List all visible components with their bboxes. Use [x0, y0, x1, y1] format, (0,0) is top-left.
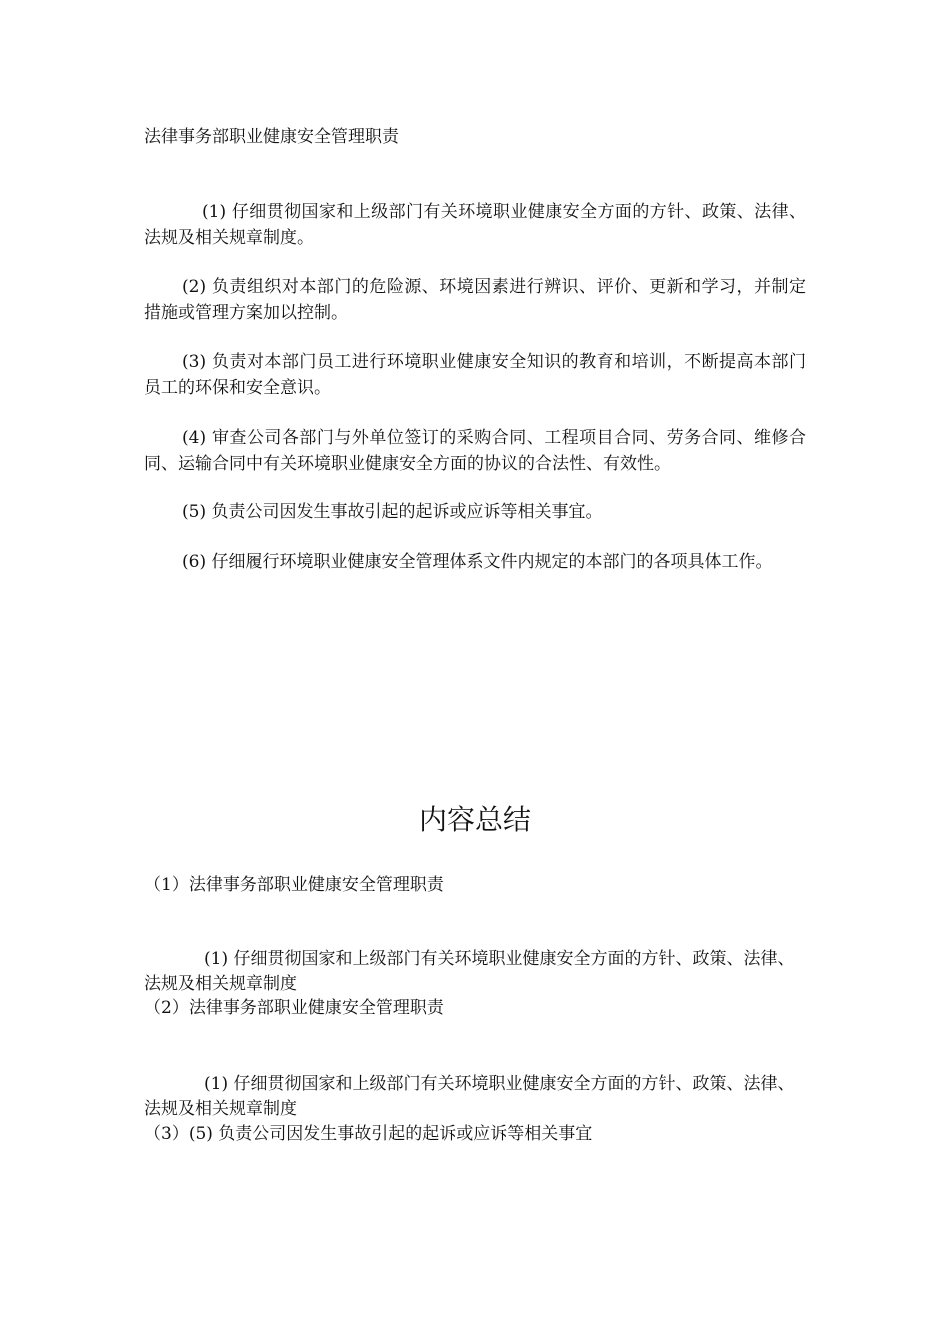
- duty-paragraph-4: (4) 审查公司各部门与外单位签订的采购合同、工程项目合同、劳务合同、维修合同、运输合同中有关环境职业健康安全方面的协议的合法性、有效性。: [144, 428, 806, 474]
- duty-paragraph-3: (3) 负责对本部门员工进行环境职业健康安全知识的教育和培训，不断提高本部门员工的环保和安全意识。: [144, 352, 806, 398]
- summary-item-1-label: （1）法律事务部职业健康安全管理职责: [144, 875, 444, 895]
- summary-item-2-detail: (1) 仔细贯彻国家和上级部门有关环境职业健康安全方面的方针、政策、法律、法规及相关规章制度: [144, 1074, 795, 1119]
- duty-paragraph-2: (2) 负责组织对本部门的危险源、环境因素进行辨识、评价、更新和学习，并制定措施或管理方案加以控制。: [144, 277, 806, 323]
- document-title: 法律事务部职业健康安全管理职责: [144, 127, 399, 147]
- summary-heading: 内容总结: [418, 803, 531, 836]
- duty-paragraph-6: (6) 仔细履行环境职业健康安全管理体系文件内规定的本部门的各项具体工作。: [182, 552, 773, 572]
- summary-item-1-detail: (1) 仔细贯彻国家和上级部门有关环境职业健康安全方面的方针、政策、法律、法规及相关规章制度: [144, 949, 795, 994]
- summary-item-2-label: （2）法律事务部职业健康安全管理职责: [144, 998, 444, 1018]
- duty-paragraph-5: (5) 负责公司因发生事故引起的起诉或应诉等相关事宜。: [182, 502, 603, 522]
- duty-paragraph-1: (1) 仔细贯彻国家和上级部门有关环境职业健康安全方面的方针、政策、法律、法规及相关规章制度。: [144, 202, 806, 248]
- summary-item-3-label: （3）(5) 负责公司因发生事故引起的起诉或应诉等相关事宜: [144, 1124, 593, 1144]
